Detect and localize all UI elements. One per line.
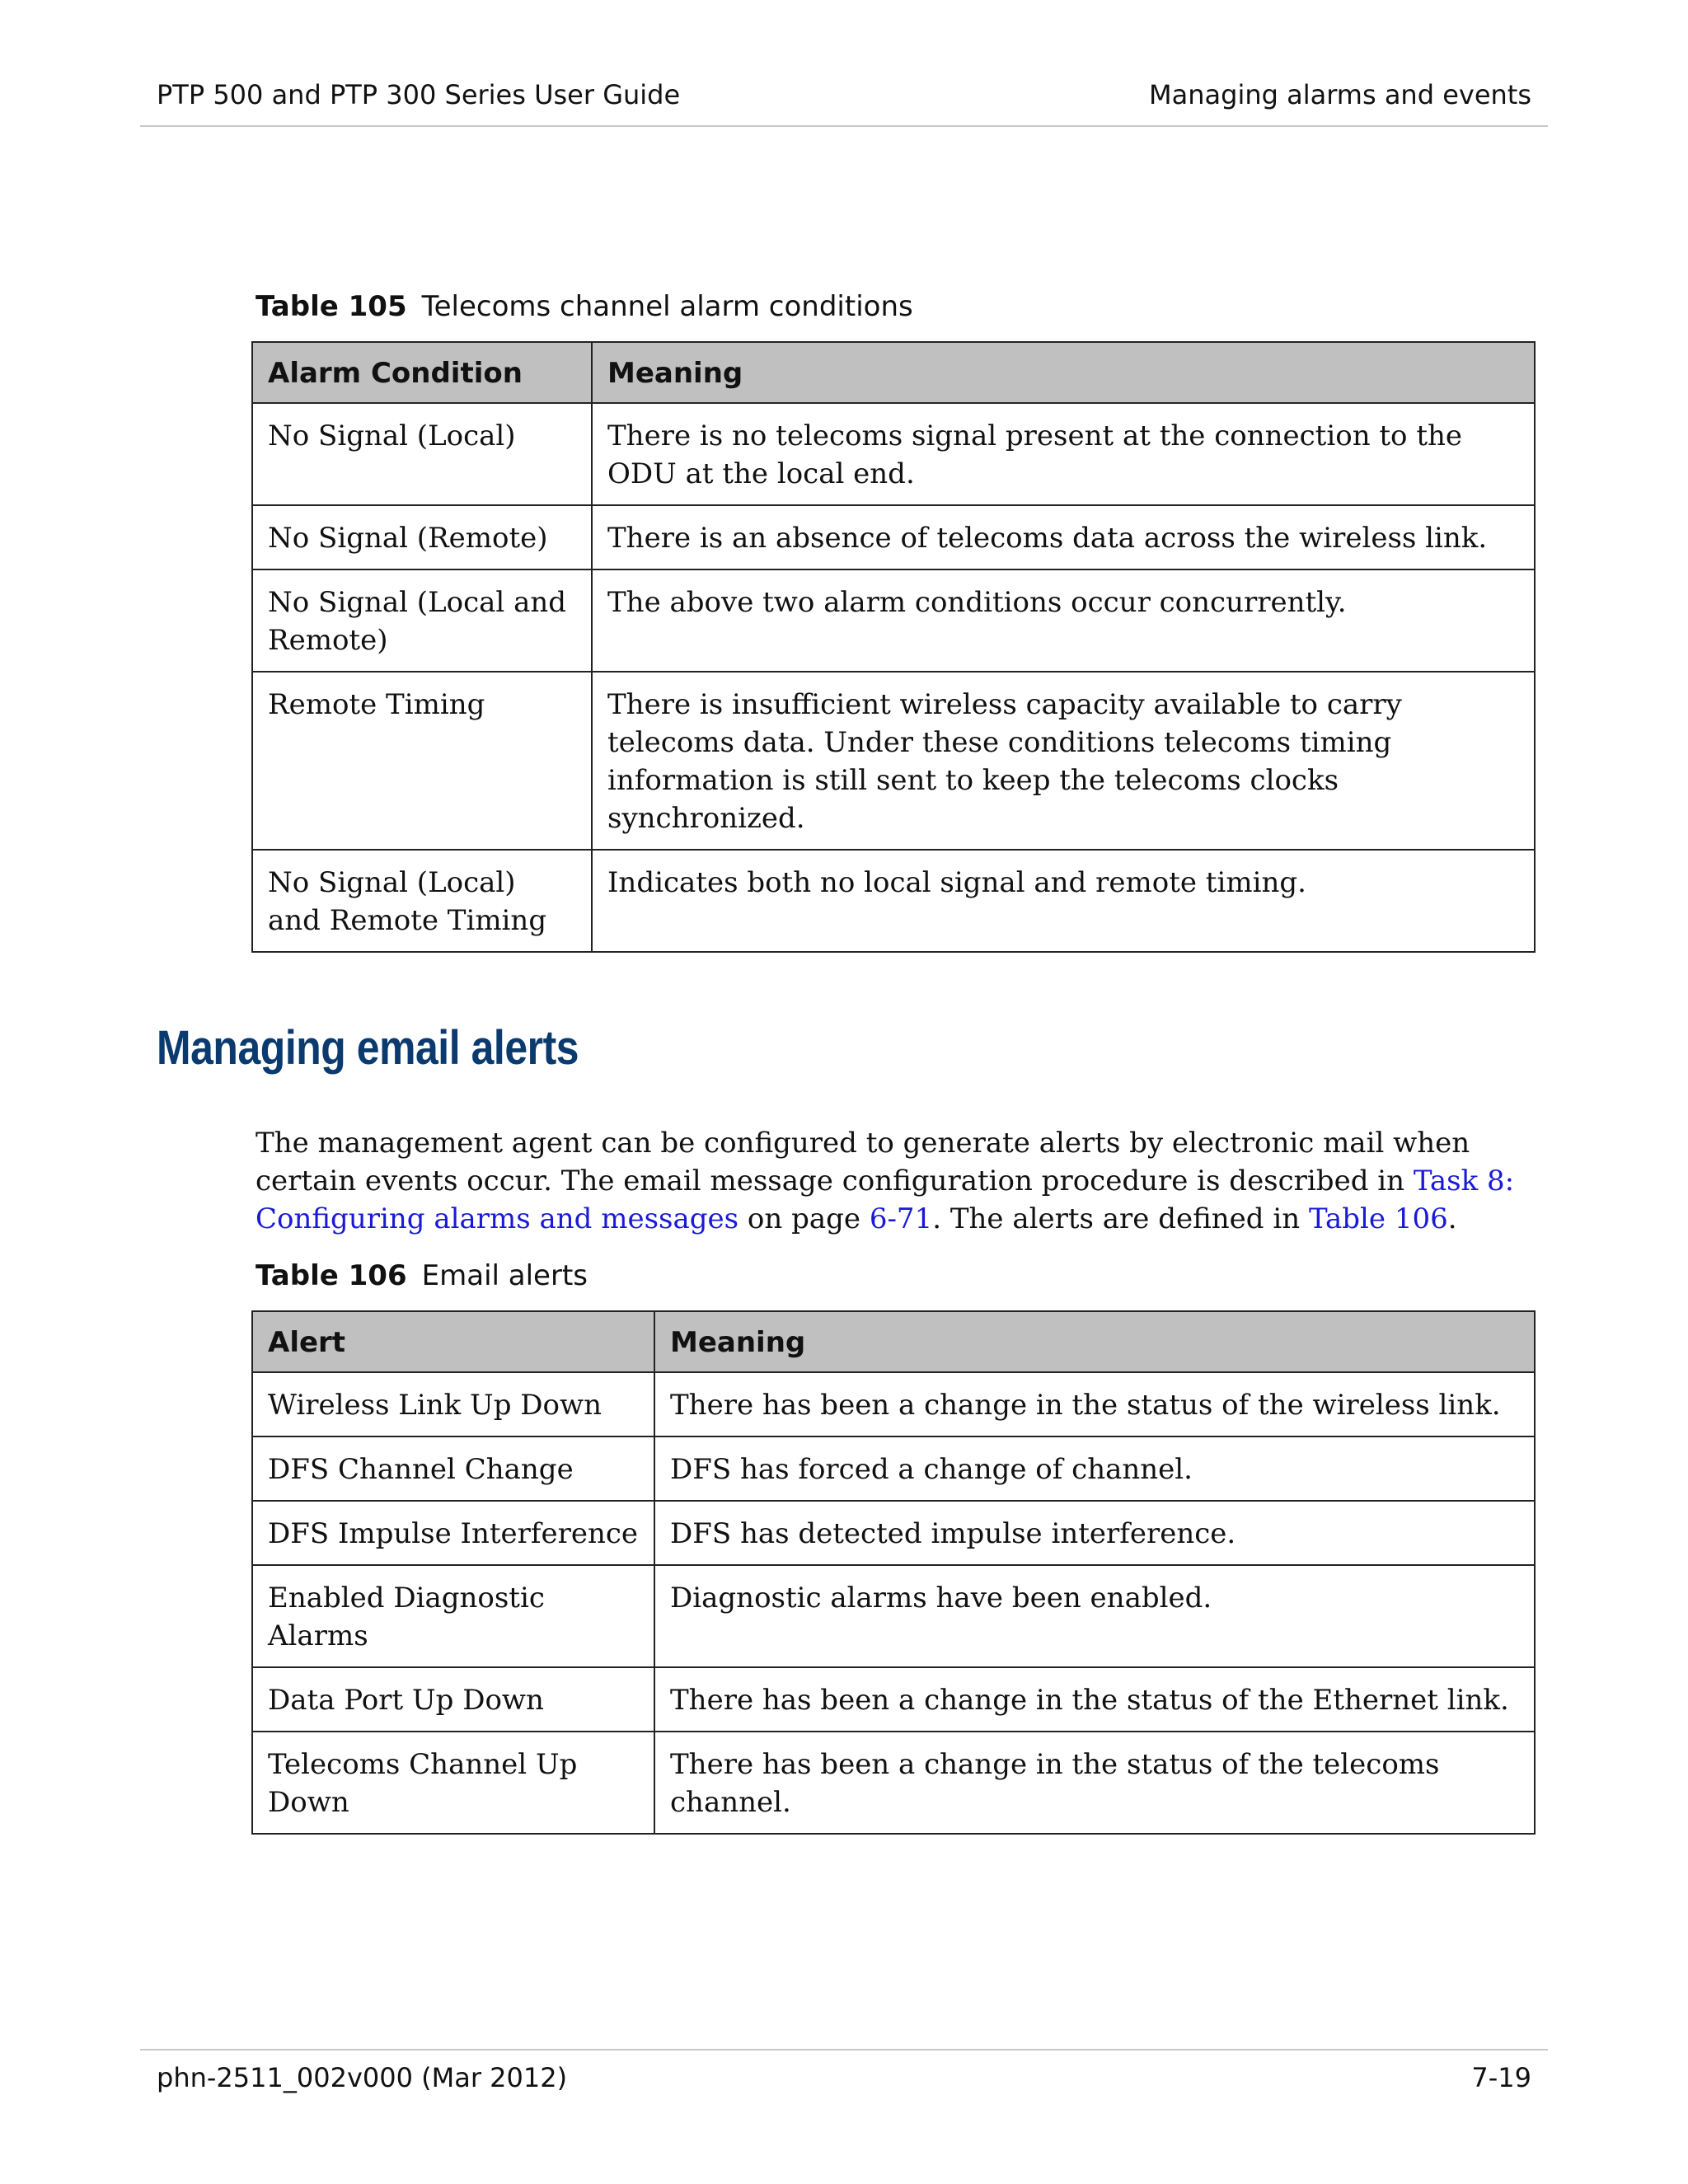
alert-cell: Data Port Up Down: [252, 1667, 654, 1732]
table-106-title: Email alerts: [421, 1259, 588, 1292]
alarm-condition-cell: No Signal (Remote): [252, 505, 592, 569]
table-105-caption: [256, 290, 913, 323]
meaning-cell: DFS has detected impulse interference.: [654, 1501, 1535, 1565]
table-row: [252, 1501, 1535, 1565]
table-header-row: [252, 1311, 1535, 1372]
meaning-cell: Indicates both no local signal and remote timing.: [592, 850, 1535, 952]
alarm-condition-cell: No Signal (Local and Remote): [252, 569, 592, 672]
table-row: [252, 569, 1535, 672]
intro-text: . The alerts are defined in: [932, 1202, 1309, 1235]
header-document-title: PTP 500 and PTP 300 Series User Guide: [157, 79, 681, 110]
column-header-alarm-condition: Alarm Condition: [252, 342, 592, 403]
section-intro-paragraph: [256, 1124, 1541, 1238]
page-footer: [140, 2049, 1548, 2093]
table-header-row: [252, 342, 1535, 403]
table-row: [252, 505, 1535, 569]
table-row: [252, 403, 1535, 505]
table-row: [252, 1372, 1535, 1436]
alert-cell: DFS Impulse Interference: [252, 1501, 654, 1565]
page-header: [140, 56, 1548, 127]
table-105-title: Telecoms channel alarm conditions: [421, 290, 913, 323]
page-number: 7-19: [1471, 2062, 1531, 2093]
table-106-link[interactable]: Table 106: [1308, 1202, 1448, 1235]
meaning-cell: Diagnostic alarms have been enabled.: [654, 1565, 1535, 1667]
intro-text: The management agent can be configured to generate alerts by electronic mail when certain events occur. The email message configuration procedure is described in: [256, 1127, 1470, 1197]
alert-cell: Wireless Link Up Down: [252, 1372, 654, 1436]
table-106-label: Table 106: [256, 1259, 407, 1292]
header-chapter-title: Managing alarms and events: [1149, 79, 1531, 110]
table-row: [252, 1732, 1535, 1834]
intro-text: on page: [738, 1202, 870, 1235]
footer-document-id: phn-2511_002v000 (Mar 2012): [157, 2062, 568, 2093]
table-row: [252, 850, 1535, 952]
table-row: [252, 1565, 1535, 1667]
meaning-cell: There is no telecoms signal present at the connection to the ODU at the local end.: [592, 403, 1535, 505]
alarm-condition-cell: No Signal (Local): [252, 403, 592, 505]
alarm-condition-cell: Remote Timing: [252, 672, 592, 850]
task-8-link[interactable]: Task 8: Configuring alarms and messages: [256, 1165, 1515, 1235]
table-106-caption: [256, 1259, 588, 1292]
meaning-cell: There has been a change in the status of the Ethernet link.: [654, 1667, 1535, 1732]
meaning-cell: There has been a change in the status of the telecoms channel.: [654, 1732, 1535, 1834]
alert-cell: Telecoms Channel Up Down: [252, 1732, 654, 1834]
table-row: [252, 1667, 1535, 1732]
alert-cell: Enabled Diagnostic Alarms: [252, 1565, 654, 1667]
alarm-condition-cell: No Signal (Local) and Remote Timing: [252, 850, 592, 952]
table-105-label: Table 105: [256, 290, 407, 323]
alert-cell: DFS Channel Change: [252, 1436, 654, 1501]
table-row: [252, 1436, 1535, 1501]
meaning-cell: There is an absence of telecoms data across the wireless link.: [592, 505, 1535, 569]
section-heading: Managing email alerts: [157, 1021, 579, 1075]
table-row: [252, 672, 1535, 850]
meaning-cell: There is insufficient wireless capacity available to carry telecoms data. Under these conditions telecoms timing information is still sent to keep the telecoms clocks synchronized.: [592, 672, 1535, 850]
column-header-meaning: Meaning: [654, 1311, 1535, 1372]
page-6-71-link[interactable]: 6-71: [869, 1202, 933, 1235]
meaning-cell: The above two alarm conditions occur concurrently.: [592, 569, 1535, 672]
table-105-telecoms-alarms: [251, 341, 1536, 953]
meaning-cell: DFS has forced a change of channel.: [654, 1436, 1535, 1501]
table-106-email-alerts: [251, 1310, 1536, 1835]
column-header-alert: Alert: [252, 1311, 654, 1372]
meaning-cell: There has been a change in the status of the wireless link.: [654, 1372, 1535, 1436]
intro-text: .: [1447, 1202, 1457, 1235]
column-header-meaning: Meaning: [592, 342, 1535, 403]
